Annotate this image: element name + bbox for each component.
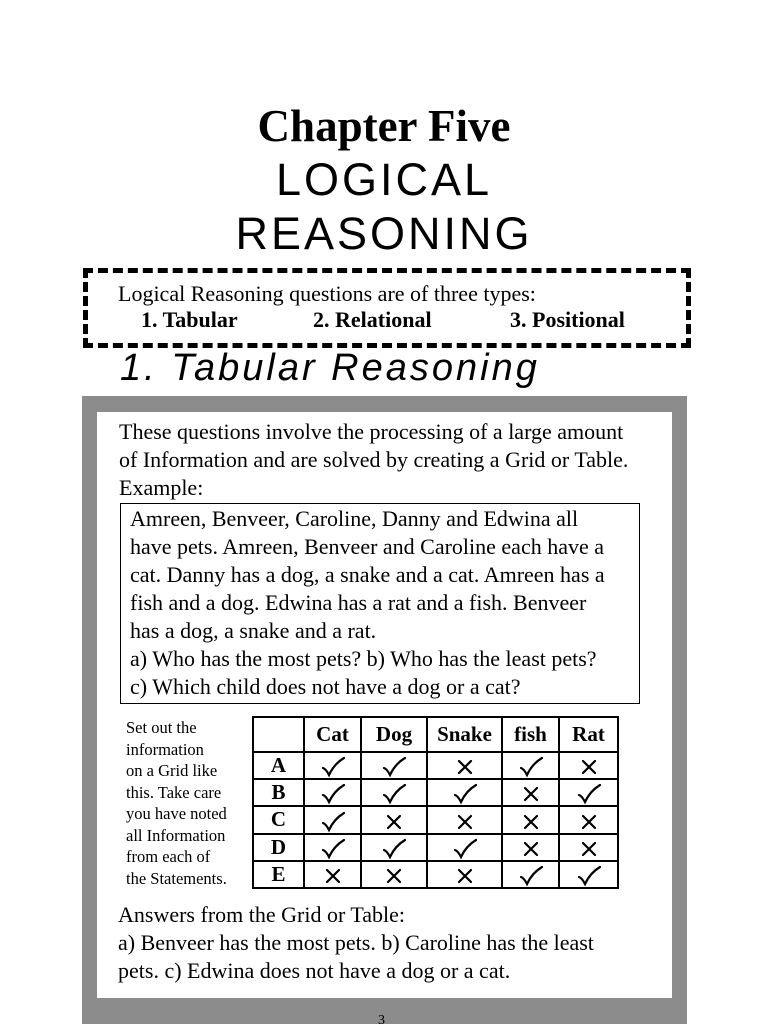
grid-cell <box>559 752 618 779</box>
grid-cell <box>427 779 502 806</box>
chapter-title: Chapter Five <box>257 101 511 151</box>
grid-row-label: B <box>253 779 304 806</box>
side-note-line: on a Grid like <box>126 761 218 780</box>
check-icon <box>451 838 479 860</box>
side-note-line: you have noted <box>126 804 227 823</box>
intro-line: These questions involve the processing of a large amount <box>119 419 624 444</box>
cross-icon <box>575 838 603 860</box>
grid-cell <box>559 779 618 806</box>
example-line: have pets. Amreen, Benveer and Caroline each have a <box>130 534 605 559</box>
check-icon <box>380 783 408 805</box>
grid-cell <box>304 834 361 861</box>
check-icon <box>451 783 479 805</box>
answers <box>118 901 673 985</box>
cross-icon <box>517 838 545 860</box>
grid-cell <box>304 861 361 888</box>
grid-header-row <box>253 717 618 752</box>
cross-icon <box>517 783 545 805</box>
grid-row-label: E <box>253 861 304 888</box>
grid-cell <box>502 779 559 806</box>
pet-grid-table <box>252 716 619 889</box>
grid-cell <box>361 752 427 779</box>
example-line: Amreen, Benveer, Caroline, Danny and Edwina all <box>130 506 579 531</box>
question-types-box <box>83 268 691 348</box>
cross-icon <box>575 811 603 833</box>
grid-row <box>253 779 618 806</box>
topic-title-line: LOGICAL <box>275 154 493 205</box>
page-number: 3 <box>378 1013 385 1028</box>
grid-column-header: Rat <box>559 717 618 752</box>
grid-cell <box>361 861 427 888</box>
grid-row <box>253 752 618 779</box>
section-heading: 1. Tabular Reasoning <box>120 347 540 389</box>
grid-cell <box>304 752 361 779</box>
grid-cell <box>427 834 502 861</box>
grid-column-header: Snake <box>427 717 502 752</box>
cross-icon <box>451 865 479 887</box>
question-types-intro: Logical Reasoning questions are of three types: <box>118 281 536 306</box>
answers-line: pets. c) Edwina does not have a dog or a cat. <box>118 958 511 983</box>
check-icon <box>575 865 603 887</box>
check-icon <box>319 756 347 778</box>
grid-cell <box>427 861 502 888</box>
example-box <box>120 503 640 704</box>
grid-row <box>253 806 618 833</box>
side-note-line: this. Take care <box>126 782 222 802</box>
grid-cell <box>304 779 361 806</box>
check-icon <box>380 838 408 860</box>
grid-column-header: fish <box>502 717 559 752</box>
grid-cell <box>427 752 502 779</box>
check-icon <box>517 865 545 887</box>
cross-icon <box>451 811 479 833</box>
intro-line: of Information and are solved by creating a Grid or Table. <box>119 447 629 472</box>
grid-cell <box>427 806 502 833</box>
grid-cell <box>361 806 427 833</box>
check-icon <box>319 811 347 833</box>
cross-icon <box>380 865 408 887</box>
answers-line: Answers from the Grid or Table: <box>118 902 406 927</box>
check-icon <box>319 838 347 860</box>
side-note-line: from each of <box>126 847 211 866</box>
side-note-line: Set out the <box>126 718 197 737</box>
grid-corner-cell <box>253 717 304 752</box>
cross-icon <box>380 811 408 833</box>
example-text <box>130 505 605 701</box>
grid-column-header: Cat <box>304 717 361 752</box>
cross-icon <box>451 756 479 778</box>
side-note-line: the Statements. <box>126 868 227 888</box>
grid-cell <box>502 834 559 861</box>
example-line: c) Which child does not have a dog or a cat? <box>130 674 521 699</box>
example-line: fish and a dog. Edwina has a rat and a fish. Benveer <box>130 590 587 615</box>
grid-row <box>253 834 618 861</box>
grid-row-label: C <box>253 806 304 833</box>
cross-icon <box>517 811 545 833</box>
grid-column-header: Dog <box>361 717 427 752</box>
question-type-positional: 3. Positional <box>510 307 625 332</box>
grid-cell <box>502 752 559 779</box>
check-icon <box>575 783 603 805</box>
answers-line: a) Benveer has the most pets. b) Caroline has the least <box>118 930 594 955</box>
grid-cell <box>502 806 559 833</box>
grid-row-label: D <box>253 834 304 861</box>
topic-title <box>0 153 768 261</box>
check-icon <box>380 756 408 778</box>
question-type-tabular: 1. Tabular <box>141 307 238 332</box>
grid-row-label: A <box>253 752 304 779</box>
example-line: a) Who has the most pets? b) Who has the least pets? <box>130 646 597 671</box>
question-types-list <box>88 307 686 335</box>
grid-cell <box>361 779 427 806</box>
grid-cell <box>559 861 618 888</box>
intro-line: Example: <box>119 475 204 500</box>
cross-icon <box>575 756 603 778</box>
side-note-line: all Information <box>126 825 226 845</box>
grid-cell <box>361 834 427 861</box>
intro-paragraph <box>119 418 669 502</box>
check-icon <box>319 783 347 805</box>
grid-cell <box>502 861 559 888</box>
example-line: has a dog, a snake and a rat. <box>130 618 377 643</box>
check-icon <box>517 756 545 778</box>
side-note <box>126 717 246 889</box>
side-note-line: information <box>126 739 204 759</box>
grid-row <box>253 861 618 888</box>
topic-title-line: REASONING <box>235 208 533 259</box>
grid-cell <box>559 834 618 861</box>
grid-cell <box>559 806 618 833</box>
cross-icon <box>319 865 347 887</box>
example-line: cat. Danny has a dog, a snake and a cat. Amreen has a <box>130 562 605 587</box>
grid-cell <box>304 806 361 833</box>
question-type-relational: 2. Relational <box>313 307 432 332</box>
